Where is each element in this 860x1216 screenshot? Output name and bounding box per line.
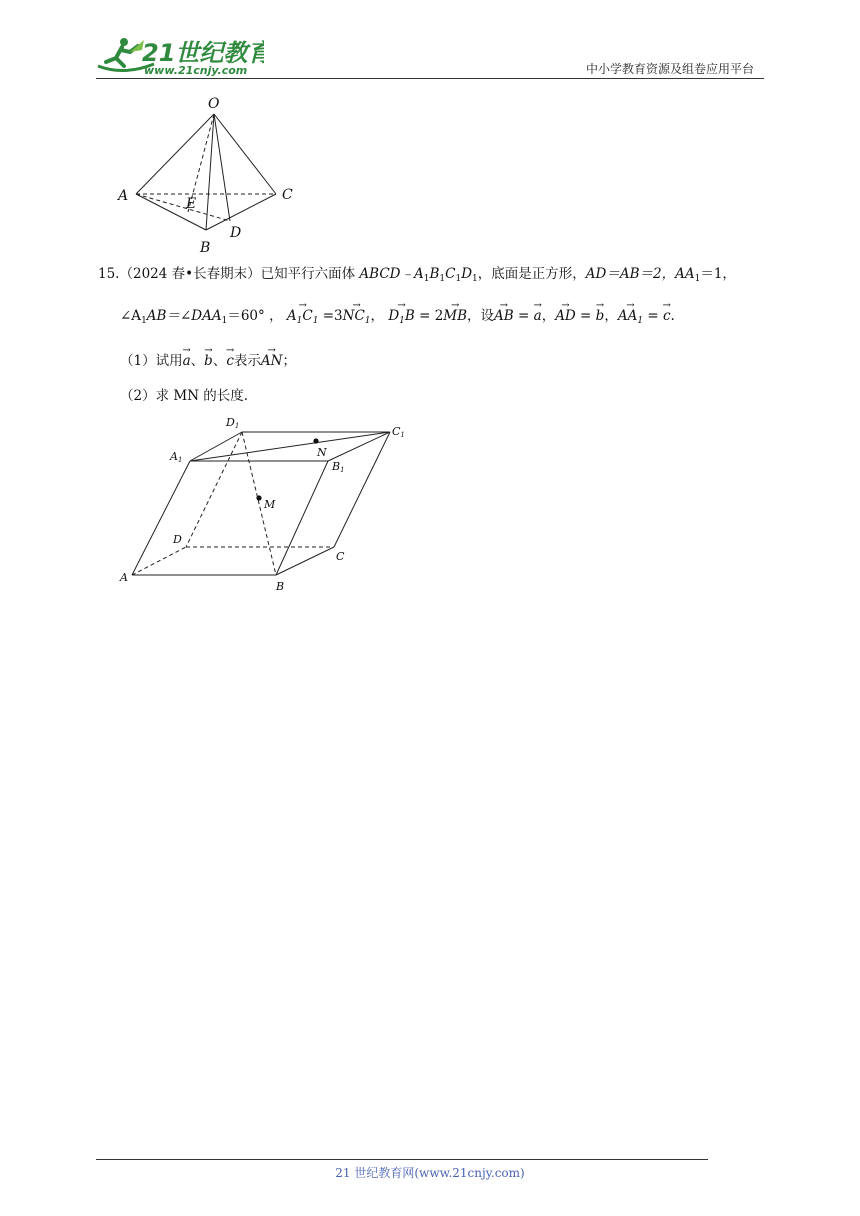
label-A: A [120,571,128,584]
problem-source: （2024 春•长春期末） [119,266,261,282]
label-A: A [118,188,129,204]
figure-parallelepiped [110,408,420,598]
point-M [256,495,261,500]
label-C1: C1 [392,425,405,439]
figure-pyramid [110,94,310,260]
header-tagline: 中小学教育资源及组卷应用平台 [585,62,754,76]
label-D: D [173,533,182,546]
label-M: M [264,498,276,511]
label-B1: B1 [332,460,345,474]
label-B: B [276,580,285,593]
label-B: B [200,240,211,256]
label-E: E [186,196,197,212]
footer-text: 21 世纪教育网(www.21cnjy.com) [335,1166,525,1180]
point-N [313,438,318,443]
label-C: C [336,550,345,563]
logo-url-text: www.21cnjy.com [144,64,248,77]
label-A1: A1 [170,450,183,464]
problem-15-sub1: （1）试用→ a、→ b、→ c表示→ AN； [120,352,296,370]
logo-runner-icon [94,36,264,80]
header-divider [96,78,764,79]
footer-divider [96,1159,708,1160]
label-O: O [208,96,220,112]
problem-15-line1: 15.（2024 春•长春期末）已知平行六面体 $ABCD﹣A_1B_1C_1D_1$，底面是正方形，AD＝AB＝2，$AA_1=1$， [98,266,736,284]
label-D1: D1 [226,416,240,430]
logo-main-text: 21世纪教育 [142,39,264,67]
label-C: C [282,187,293,203]
problem-number: 15. [98,266,120,282]
problem-15-sub2: （2）求 MN 的长度. [120,388,249,404]
problem-15-line2: $\angle A_1AB=\angle DAA_1=60^\circ$ ， → $A_1C_1 =3\to NC_1$， → $D_1B = 2\to$ MB，设→ AB = → a，→ AD = → b，→ $AA_1$ = → c. [120,307,675,325]
label-N: N [317,446,327,459]
header-logo [94,36,264,80]
label-D: D [230,225,242,241]
